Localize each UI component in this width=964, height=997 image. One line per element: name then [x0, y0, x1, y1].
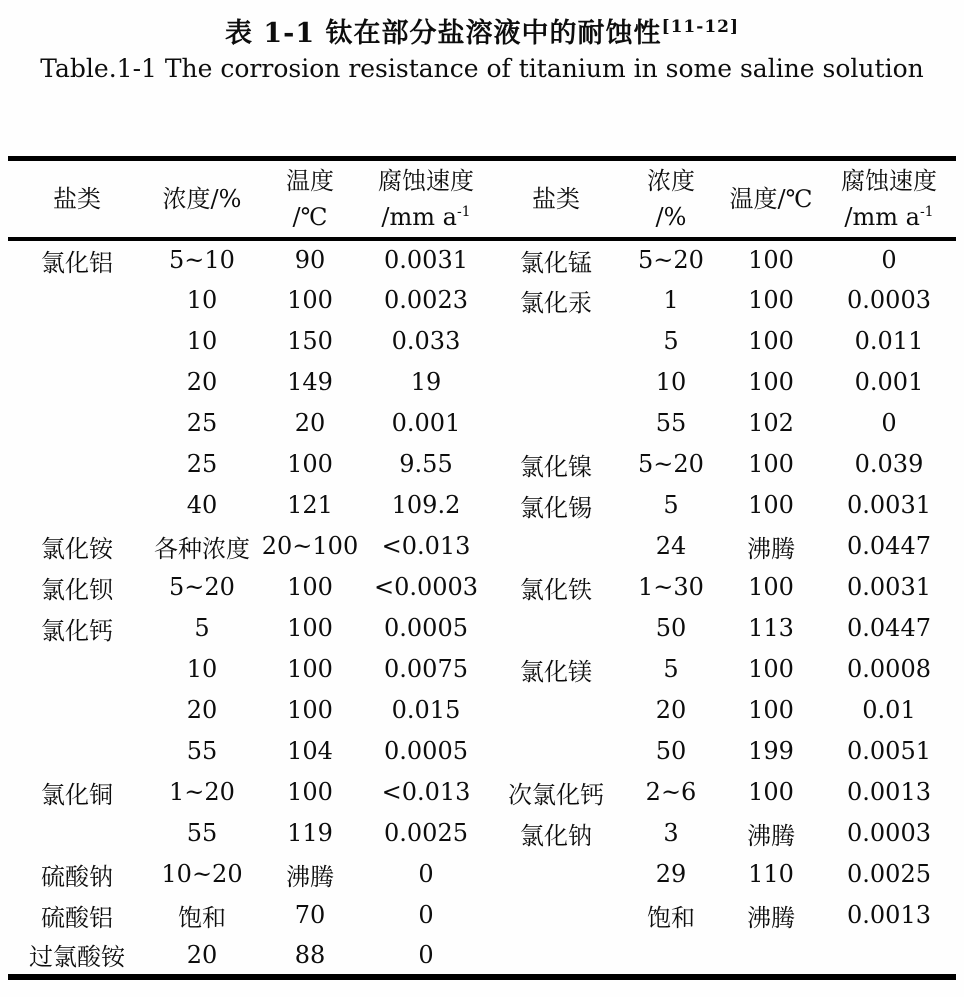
table-cell: 40: [186, 491, 218, 519]
table-cell: 50: [655, 614, 687, 642]
table-cell: 0.0447: [847, 614, 931, 642]
table-row: [8, 813, 956, 854]
table-cell: 10: [655, 368, 687, 396]
table-cell: 113: [748, 614, 794, 642]
table-cell: 0.0051: [847, 737, 931, 765]
table-cell: 20: [655, 696, 687, 724]
table-cell: <0.013: [381, 532, 471, 560]
table-row: [8, 854, 956, 895]
table-cell: [720, 936, 822, 977]
table-cell: 100: [287, 573, 333, 601]
unit-base: /mm a: [844, 202, 920, 231]
table-row: [8, 444, 956, 485]
table-cell: [8, 690, 146, 731]
table-row: [8, 239, 956, 280]
table-cell: 25: [186, 409, 218, 437]
table-cell: 1~20: [169, 778, 235, 806]
table-cell: 0: [881, 409, 897, 437]
table-row: [8, 321, 956, 362]
table-cell: 50: [655, 737, 687, 765]
table-cell: 55: [655, 409, 687, 437]
table-cell: 沸腾: [747, 534, 795, 563]
table-cell: 100: [748, 327, 794, 355]
table-cell: 沸腾: [747, 903, 795, 932]
table-cell: 沸腾: [286, 862, 334, 891]
table-cell: 0.0013: [847, 901, 931, 929]
col-header-temperature-right: 温度/℃: [720, 159, 822, 239]
table-cell: 150: [287, 327, 333, 355]
table-cell: 10: [186, 327, 218, 355]
table-row: [8, 485, 956, 526]
table-cell: 100: [748, 368, 794, 396]
table-row: [8, 403, 956, 444]
col-header-salt-left: 盐类: [8, 159, 146, 239]
table-cell: [490, 690, 622, 731]
table-cell: 氯化钡: [41, 575, 113, 604]
table-cell: 0: [418, 940, 434, 969]
table-cell: 9.55: [399, 450, 453, 478]
table-cell: 5~20: [638, 246, 704, 274]
table-cell: 88: [294, 940, 326, 969]
reference-superscript: [11-12]: [661, 17, 740, 37]
table-cell: 100: [748, 696, 794, 724]
col-header-corrosion-rate-left: [362, 159, 490, 239]
table-cell: <0.0003: [373, 573, 479, 601]
table-cell: [822, 936, 956, 977]
table-row: [8, 731, 956, 772]
table-cell: 0.0447: [847, 532, 931, 560]
table-cell: 0.033: [391, 327, 461, 355]
table-cell: 109.2: [391, 491, 461, 519]
table-cell: 5~20: [638, 450, 704, 478]
corrosion-rate-label: 腐蚀速度: [841, 166, 937, 195]
table-cell: 5: [663, 327, 679, 355]
table-cell: 55: [186, 819, 218, 847]
table-cell: [8, 485, 146, 526]
table-cell: 氯化锰: [520, 248, 592, 277]
table-cell: [490, 731, 622, 772]
table-cell: 1~30: [638, 573, 704, 601]
table-cell: 100: [287, 450, 333, 478]
table-row: [8, 608, 956, 649]
table-cell: [490, 608, 622, 649]
unit-exponent: -1: [919, 203, 934, 220]
table-row: [8, 526, 956, 567]
table-cell: 0.0075: [384, 655, 468, 683]
table-cell: 氯化铵: [41, 534, 113, 563]
table-cell: 149: [287, 368, 333, 396]
table-cell: 199: [748, 737, 794, 765]
table-row: [8, 362, 956, 403]
table-cell: 5: [194, 614, 210, 642]
table-cell: 100: [748, 655, 794, 683]
table-cell: 20: [186, 368, 218, 396]
table-cell: [490, 854, 622, 895]
table-row: [8, 772, 956, 813]
table-cell: [8, 403, 146, 444]
header-row: [8, 159, 956, 239]
table-cell: 10: [186, 286, 218, 314]
table-cell: 0.0003: [847, 819, 931, 847]
table-row: [8, 280, 956, 321]
table-cell: 100: [287, 614, 333, 642]
table-cell: 0.011: [854, 327, 924, 355]
temperature-unit: /℃: [292, 202, 328, 231]
table-row: [8, 567, 956, 608]
table-row: [8, 690, 956, 731]
table-cell: 0.0025: [847, 860, 931, 888]
table-cell: [490, 526, 622, 567]
table-cell: 0.0005: [384, 614, 468, 642]
col-header-concentration-left: 浓度/%: [146, 159, 258, 239]
table-row: [8, 649, 956, 690]
corrosion-rate-unit: [822, 199, 956, 235]
table-cell: 100: [748, 286, 794, 314]
temperature-label: 温度: [286, 166, 334, 195]
table-cell: 100: [748, 778, 794, 806]
table-cell: 0.0003: [847, 286, 931, 314]
table-caption-zh: [0, 8, 964, 48]
table-cell: 20~100: [261, 532, 359, 560]
table-cell: 0.0031: [847, 573, 931, 601]
table-cell: 0.0031: [847, 491, 931, 519]
table-row: [8, 895, 956, 936]
table-cell: [8, 321, 146, 362]
table-cell: 10: [186, 655, 218, 683]
table-cell: 5~20: [169, 573, 235, 601]
table-cell: 0.0031: [384, 246, 468, 274]
concentration-label: 浓度: [647, 166, 695, 195]
table-cell: [490, 936, 622, 977]
table-cell: [8, 649, 146, 690]
table-cell: 0.015: [391, 696, 461, 724]
col-header-salt-right: 盐类: [490, 159, 622, 239]
table-header: [8, 159, 956, 239]
table-cell: 55: [186, 737, 218, 765]
table-cell: [8, 813, 146, 854]
table-cell: 0: [881, 246, 897, 274]
table-cell: [622, 936, 720, 977]
table-cell: 氯化汞: [520, 288, 592, 317]
table-cell: 0: [418, 901, 434, 929]
table-cell: 0.001: [391, 409, 461, 437]
table-cell: [8, 280, 146, 321]
table-cell: [490, 403, 622, 444]
table-cell: 沸腾: [747, 821, 795, 850]
table-cell: 氯化钙: [41, 616, 113, 645]
table-cell: [8, 362, 146, 403]
unit-exponent: -1: [456, 203, 471, 220]
table-cell: [8, 731, 146, 772]
table-cell: 1: [663, 286, 679, 314]
table-cell: 100: [287, 655, 333, 683]
table-cell: 70: [294, 901, 326, 929]
table-cell: [490, 321, 622, 362]
table-body: [8, 239, 956, 977]
table-cell: [490, 895, 622, 936]
table-caption-en: Table.1-1 The corrosion resistance of titanium in some saline solution: [40, 54, 924, 83]
col-header-corrosion-rate-right: [822, 159, 956, 239]
table-cell: 100: [287, 778, 333, 806]
table-cell: 121: [287, 491, 333, 519]
table-cell: 29: [655, 860, 687, 888]
table-cell: [8, 444, 146, 485]
col-header-temperature-left: [258, 159, 362, 239]
corrosion-rate-unit: [362, 199, 490, 235]
corrosion-rate-label: 腐蚀速度: [378, 166, 474, 195]
table-cell: 氯化镁: [520, 657, 592, 686]
unit-base: /mm a: [381, 202, 457, 231]
table-cell: 25: [186, 450, 218, 478]
table-cell: 104: [287, 737, 333, 765]
table-cell: 100: [748, 491, 794, 519]
col-header-concentration-right: [622, 159, 720, 239]
table-cell: 100: [748, 246, 794, 274]
table-cell: 0.001: [854, 368, 924, 396]
table-cell: 3: [663, 819, 679, 847]
table-cell: 0.039: [854, 450, 924, 478]
table-cell: 5~10: [169, 246, 235, 274]
table-cell: 次氯化钙: [508, 780, 604, 809]
table-cell: 氯化铝: [41, 248, 113, 277]
table-cell: <0.013: [381, 778, 471, 806]
table-cell: 硫酸铝: [41, 903, 113, 932]
corrosion-resistance-table: [8, 156, 956, 980]
table-cell: 0.01: [862, 696, 916, 724]
table-cell: 0.0025: [384, 819, 468, 847]
table-cell: 5: [663, 491, 679, 519]
table-cell: 过氯酸铵: [29, 943, 125, 971]
table-cell: 氯化铁: [520, 575, 592, 604]
table-cell: 各种浓度: [154, 534, 250, 563]
table-cell: 19: [410, 368, 442, 396]
table-cell: 氯化钠: [520, 821, 592, 850]
table-cell: 0: [418, 860, 434, 888]
table-cell: 20: [294, 409, 326, 437]
table-cell: 20: [186, 696, 218, 724]
table-cell: 20: [186, 940, 218, 969]
table-cell: 0.0013: [847, 778, 931, 806]
table-cell: 0.0005: [384, 737, 468, 765]
concentration-unit: /%: [655, 202, 687, 231]
table-cell: 100: [287, 286, 333, 314]
table-cell: 90: [294, 246, 326, 274]
table-cell: 100: [748, 573, 794, 601]
table-cell: 5: [663, 655, 679, 683]
table-row: [8, 936, 956, 977]
table-caption-zh-text: 表 1-1 钛在部分盐溶液中的耐蚀性: [224, 18, 662, 49]
table-cell: 24: [655, 532, 687, 560]
table-cell: 氯化锡: [520, 493, 592, 522]
table-cell: 氯化铜: [41, 780, 113, 809]
table-cell: 0.0023: [384, 286, 468, 314]
table-cell: 2~6: [645, 778, 697, 806]
table-cell: 110: [748, 860, 794, 888]
table-cell: 100: [748, 450, 794, 478]
table-cell: 饱和: [178, 903, 226, 932]
table-cell: 102: [748, 409, 794, 437]
table-cell: 119: [287, 819, 333, 847]
table-cell: 饱和: [647, 903, 695, 932]
table-cell: 100: [287, 696, 333, 724]
table-cell: 氯化镍: [520, 452, 592, 481]
table-cell: 10~20: [161, 860, 243, 888]
table-cell: 0.0008: [847, 655, 931, 683]
table-cell: [490, 362, 622, 403]
table-cell: 硫酸钠: [41, 862, 113, 891]
